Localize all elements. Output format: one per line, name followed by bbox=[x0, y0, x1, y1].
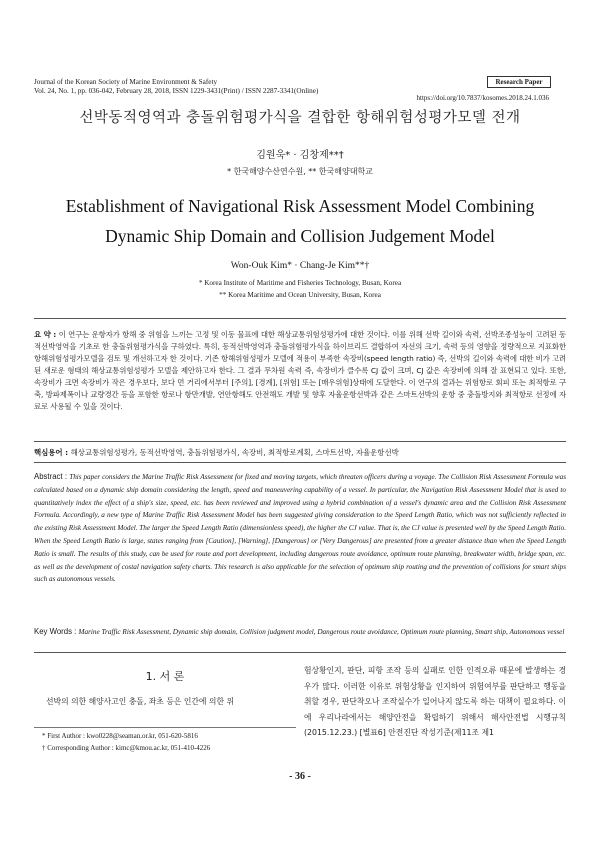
keywords-korean-text: 해상교통위험성평가, 동적선박영역, 충돌위험평가식, 속장비, 최적항로계획, 스마트선박, 자율운항선박 bbox=[70, 448, 399, 457]
title-english-line-1: Establishment of Navigational Risk Assessment Model Combining bbox=[65, 196, 535, 216]
title-english-line-2: Dynamic Ship Domain and Collision Judgement Model bbox=[105, 226, 495, 246]
abstract-korean-label: 요 약 : bbox=[34, 330, 59, 339]
abstract-korean-text: 이 연구는 운항자가 항해 중 위험을 느끼는 고정 및 이동 물표에 대한 해상교통위험성평가에 대한 것이다. 이를 위해 선박 길이와 속력, 선박조종성능이 고려된 동적선박영역을 기초로 한 충돌위험평가식을 구하였다. 특히, 동적선박영역과 충돌위험평가식을 하이브리드 결합하여 자선의 크기, 속력 등의 영향을 정량적으로 지표화한 항해위험성평가모델을 검토 및 개선하고자 한 것이다. 기존 항해위험성평가 모델에 적용이 부족한 속장비(speed length ratio) 즉, 선박의 길이와 속력에 대한 비가 고려된 새로운 형태의 해상교통위험성평가 모델을 제안하고자 한다. 그 결과 무차원 속력 즉, 속장비가 클수록 CJ 값이 크며, CJ 값은 속장비에 의해 잘 표현되고 있다. 또한, 속장비가 크면 속장비가 작은 경우보다, 보다 먼 거리에서부터 [주의], [경계], [위험] 또는 [매우위험]상태에 도달한다. 이 연구의 결과는 위험항로 회피 또는 최적항로 구축, 방파제폭이나 교량경간 등을 포함한 항로나 항만개발, 연안항해도 안전해도 개발 및 향후 자율운항선박과 같은 스마트선박의 운항 중 충돌방지와 최적항로 선정에 자료로 사용될 수 있을 것이다. bbox=[34, 330, 566, 411]
affiliation-korean: * 한국해양수산연수원, ** 한국해양대학교 bbox=[227, 167, 373, 176]
keywords-english bbox=[34, 626, 566, 639]
footnote-rule bbox=[34, 727, 296, 728]
volume-line: Vol. 24, No. 1, pp. 036-042, February 28, 2018, ISSN 1229-3431(Print) / ISSN 2287-3341(Online) bbox=[34, 87, 319, 95]
abstract-english-text: This paper considers the Marine Traffic Risk Assessment for fixed and moving targets, which threaten officers during a voyage. The Collision Risk Assessment Formula was calculated based on a dynamic ship domain considering the length, speed and maneuvering capability of a vessel. In particular, the Navigation Risk Assessment Model that is used to quantitatively index the effect of a ship's size, speed, etc. has been reviewed and improved using a hybrid combination of a vessel's dynamic area and the Collision Risk Assessment Formula. Accordingly, a new type of Marine Traffic Risk Assessment Model has been suggested giving consideration to the Speed Length Ratio, which was not sufficiently reflected in the existing Risk Assessment Model. The larger the Speed Length Ratio (dimensionless speed), the higher the CJ value. That is, the CJ value is presented well by the Speed Length Ratio. When the Speed Length Ratio is large, states ranging from [Caution], [Warning], [Dangerous] or [Very Dangerous] are presented from a greater distance than when the Speed Length Ratio is small. The results of this study, can be used for route and port development, including dangerous route avoidance, optimum route planning, breakwater width, bridge span, etc. as well as the development of costal navigation safety charts. This research is also applicable for the selection of optimum ship routing and the prevention of collisions for smart ships such as autonomous vessels. bbox=[34, 473, 566, 584]
footnote-corresponding-author: † Corresponding Author : kimc@kmou.ac.kr, 051-410-4226 bbox=[42, 744, 211, 752]
abstract-english-label: Abstract : bbox=[34, 472, 70, 481]
bottom-rule bbox=[34, 652, 566, 653]
intro-left-text: 선박의 의한 해양사고인 충돌, 좌초 등은 인간에 의한 위 bbox=[46, 697, 235, 706]
footnote-first-author: * First Author : kwo0228@seaman.or.kr, 051-620-5816 bbox=[42, 732, 198, 740]
journal-name: Journal of the Korean Society of Marine Environment & Safety bbox=[34, 78, 218, 86]
keywords-korean bbox=[34, 447, 566, 458]
keywords-english-text: Marine Traffic Risk Assessment, Dynamic ship domain, Collision judgment model, Dangerous route avoidance, Optimum route planning, Smart ship, Autonomous vessel bbox=[78, 628, 565, 636]
top-rule bbox=[34, 318, 566, 319]
rule-keywords-kr bbox=[34, 462, 566, 463]
article-type-badge: Research Paper bbox=[487, 76, 551, 88]
intro-right-text: 험상황인지, 판단, 피항 조작 등의 실패로 인한 인적오류 때문에 발생하는 경우가 많다. 이러한 이유로 위험상황을 인지하여 위험여부를 판단하고 행동을 취할 경우, 판단착오나 조작실수가 일어나지 않도록 하는 대책이 필요하다. 이에 우리나라에서는 해양안전을 확립하기 위해서 해사안전법 시행규칙(2015.12.23.) [별표6] 안전진단 작성기준(제11조 제1 bbox=[304, 666, 566, 737]
keywords-korean-label: 핵심용어 : bbox=[34, 448, 71, 457]
doi-link[interactable]: https://doi.org/10.7837/kosomes.2018.24.1.036 bbox=[416, 94, 549, 102]
affiliation-english-1: * Korea Institute of Maritime and Fisheries Technology, Busan, Korea bbox=[198, 279, 402, 287]
journal-header bbox=[34, 78, 318, 96]
authors-korean: 김원욱* · 김창제**† bbox=[256, 150, 344, 161]
abstract-english bbox=[34, 471, 566, 586]
title-korean: 선박동적영역과 충돌위험평가식을 결합한 항해위험성평가모델 전개 bbox=[79, 110, 521, 126]
section-heading: 1. 서 론 bbox=[145, 670, 185, 683]
title-english bbox=[0, 191, 600, 251]
authors-english: Won-Ouk Kim* · Chang-Je Kim**† bbox=[230, 261, 370, 271]
page-number: - 36 - bbox=[289, 771, 311, 782]
affiliation-english-2: ** Korea Maritime and Ocean University, Busan, Korea bbox=[219, 291, 381, 299]
rule-abstract-kr bbox=[34, 441, 566, 442]
keywords-english-label: Key Words : bbox=[34, 627, 79, 636]
abstract-korean bbox=[34, 329, 566, 413]
